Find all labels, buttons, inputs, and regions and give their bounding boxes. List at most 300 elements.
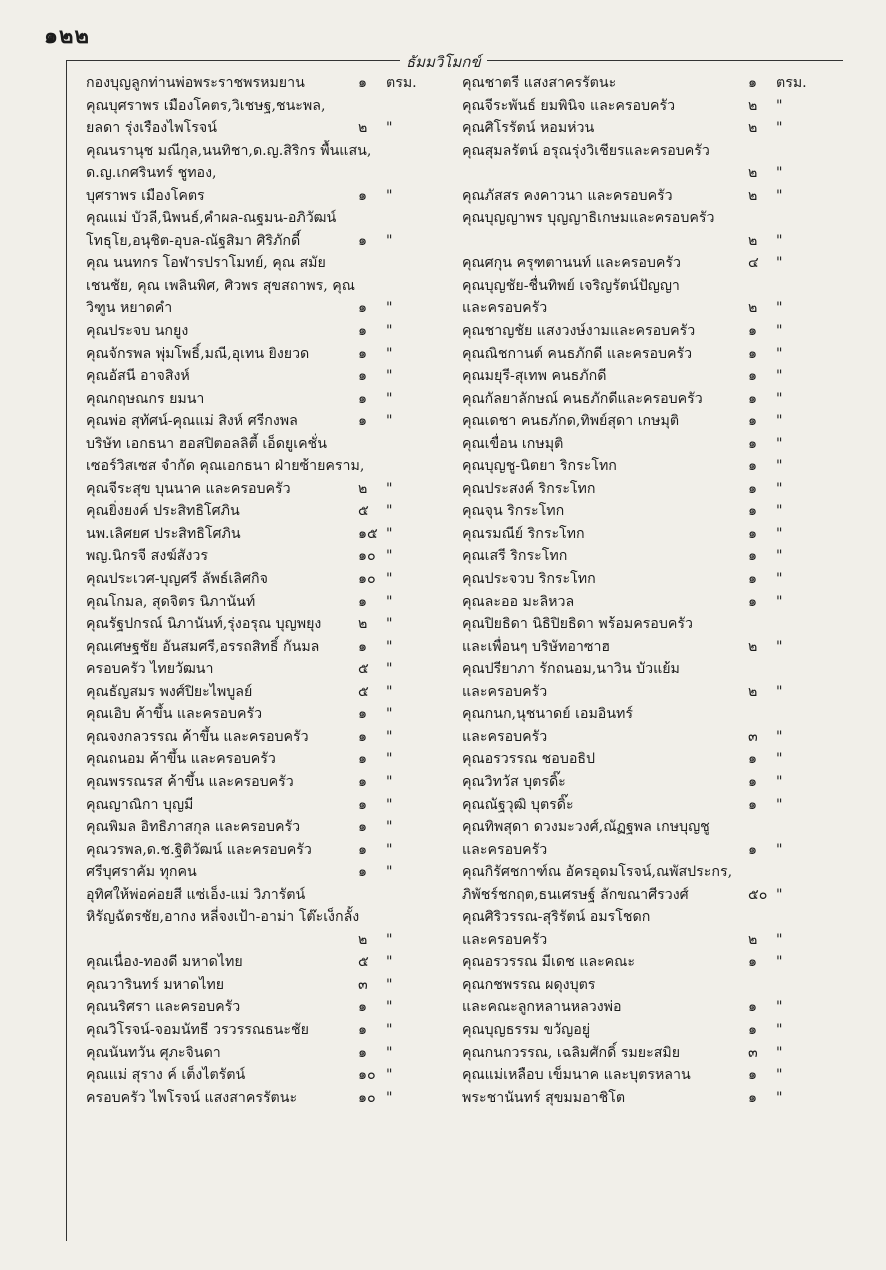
donation-unit: " [386, 1021, 393, 1038]
donation-unit: " [386, 728, 393, 745]
donation-unit: " [386, 616, 393, 633]
donation-unit: " [776, 97, 783, 114]
donor-name: คุณชาญชัย แสงวงษ์งามและครอบครัว [462, 323, 696, 340]
donor-row [462, 929, 832, 952]
donation-unit: " [776, 120, 783, 137]
donor-row [86, 207, 454, 230]
donor-name: กองบุญลูกท่านพ่อพระราชพรหมยาน [86, 75, 305, 91]
donor-name: คุณรมณีย์ ริกระโทก [462, 525, 585, 542]
donor-row [86, 1042, 454, 1065]
donor-row [462, 861, 832, 884]
donor-row [86, 884, 454, 907]
donation-amount: ๑ [358, 819, 368, 836]
donor-name: พระชานันทร์ สุขมมอาชิโต [462, 1089, 626, 1106]
donation-unit: " [386, 999, 393, 1016]
donor-name: คุณศกุน ครุฑตานนท์ และครอบครัว [462, 255, 681, 272]
donation-amount: ๑ [358, 232, 368, 249]
donation-unit: " [386, 661, 393, 678]
donor-name: และครอบครัว [462, 683, 548, 700]
donor-row [462, 320, 832, 343]
donor-row [86, 681, 454, 704]
donation-amount: ๕ [358, 683, 369, 700]
donation-amount: ๒ [358, 480, 368, 497]
donor-name: คุณประจบ นกยูง [86, 323, 189, 340]
donor-row [86, 72, 454, 95]
donor-row [462, 591, 832, 614]
donor-row [462, 996, 832, 1019]
donor-name: คุณจักรพล พุ่มโพธิ์,มณี,อุเทน ยิงยวด [86, 345, 310, 362]
donation-amount: ๓ [748, 728, 758, 745]
donation-unit: " [386, 323, 393, 340]
donation-amount: ๓ [748, 1044, 758, 1061]
donation-amount: ๑ [748, 1021, 758, 1038]
donor-row [462, 794, 832, 817]
donor-name: คุณชาตรี แสงสาครรัตนะ [462, 75, 617, 91]
donor-name: คุณละออ มะลิหวล [462, 593, 575, 610]
donor-name: และเพื่อนๆ บริษัทอาซาฮ [462, 638, 611, 655]
donor-name: พญ.นิกรจี สงฆ์สังวร [86, 548, 208, 565]
donor-name: และครอบครัว [462, 728, 548, 745]
donor-row [86, 545, 454, 568]
donation-amount: ๑ [358, 706, 368, 723]
donation-unit: " [386, 931, 393, 948]
donor-row [86, 1064, 454, 1087]
running-head: ธัมมวิโมกข์ [400, 50, 487, 74]
donor-name: ด.ญ.เกศรินทร์ ชูทอง, [86, 165, 217, 182]
donor-name: คุณอรวรรณ มีเดช และคณะ [462, 954, 635, 971]
donor-name: หิรัญฉัตรชัย,อากง หลี่จงเป้า-อาม่า โต๊ะเง็กลั้ง [86, 909, 360, 926]
donor-name: ศรีบุศราคัม ทุกคน [86, 864, 197, 881]
donor-name: คุณอรวรรณ ชอบอธิป [462, 751, 596, 768]
donation-amount: ๑ [358, 751, 368, 768]
donation-amount: ๑ [748, 773, 758, 790]
donation-unit: " [776, 187, 783, 204]
donor-name: คุณจุน ริกระโทก [462, 503, 565, 520]
donation-unit: " [776, 999, 783, 1016]
donor-name: และคณะลูกหลานหลวงพ่อ [462, 999, 622, 1016]
donor-name: คุณศิริวรรณ-สุริรัตน์ อมรโชดก [462, 909, 651, 926]
donation-unit: ตรม. [386, 75, 417, 91]
donor-row [462, 1064, 832, 1087]
donation-unit: " [386, 413, 393, 430]
donation-amount: ๑๐ [358, 1089, 376, 1106]
donor-name: คุณปรียาภา รักถนอม,นาวิน บัวแย้ม [462, 661, 680, 678]
donor-row [86, 1087, 454, 1110]
donor-row [462, 95, 832, 118]
donor-name: คุณประสงค์ ริกระโทก [462, 480, 596, 497]
donation-amount: ๑ [358, 413, 368, 430]
donor-name: นพ.เลิศยศ ประสิทธิโศภิน [86, 525, 241, 542]
donor-row [462, 117, 832, 140]
donor-name: คุณบุญธรรม ขวัญอยู่ [462, 1021, 591, 1038]
donor-row [86, 297, 454, 320]
donor-name: คุณเศษฐชัย อันสมศรี,อรรถสิทธิ์ กันมล [86, 638, 320, 655]
donor-name: คุณปิยธิดา นิธิปิยธิดา พร้อมครอบครัว [462, 616, 693, 633]
donation-unit: " [776, 458, 783, 475]
donor-name: คุณณิชกานต์ คนธภักดี และครอบครัว [462, 345, 693, 362]
donor-row [86, 658, 454, 681]
donation-unit: " [776, 751, 783, 768]
donation-unit: " [386, 819, 393, 836]
donor-row [462, 613, 832, 636]
donor-row [462, 884, 832, 907]
donor-row [462, 275, 832, 298]
donation-amount: ๑ [358, 728, 368, 745]
donor-name: คุณสุมลรัตน์ อรุณรุ่งวิเชียรและครอบครัว [462, 142, 710, 159]
donor-row [86, 388, 454, 411]
donor-name: และครอบครัว [462, 931, 548, 948]
donor-row [462, 1042, 832, 1065]
donor-name: คุณพรรณรส ค้าขึ้น และครอบครัว [86, 773, 294, 790]
donation-unit: " [386, 683, 393, 700]
donor-row [86, 703, 454, 726]
donation-unit: " [776, 931, 783, 948]
donation-unit: " [386, 368, 393, 385]
donation-amount: ๑ [748, 796, 758, 813]
donor-row [86, 433, 454, 456]
donor-row [462, 951, 832, 974]
donation-amount: ๑ [748, 1067, 758, 1084]
donor-row [86, 455, 454, 478]
donation-unit: " [386, 120, 393, 137]
donation-unit: " [776, 1089, 783, 1106]
donor-name: และครอบครัว [462, 841, 548, 858]
donation-unit: " [776, 683, 783, 700]
donor-row [86, 162, 454, 185]
donor-row [462, 906, 832, 929]
donor-name: ครอบครัว ไทยวัฒนา [86, 661, 214, 678]
donor-row [86, 748, 454, 771]
donor-name: คุณกัลยาลักษณ์ คนธภักดีและครอบครัว [462, 390, 703, 407]
donor-row [462, 343, 832, 366]
donor-row [462, 388, 832, 411]
donor-name: คุณประจวบ ริกระโทก [462, 571, 596, 588]
donor-name: คุณธัญสมร พงศ์ปิยะไพบูลย์ [86, 683, 253, 700]
donation-unit: " [776, 728, 783, 745]
donation-unit: " [776, 638, 783, 655]
donation-amount: ๑ [748, 413, 758, 430]
donation-unit: " [776, 954, 783, 971]
donor-row [462, 658, 832, 681]
donor-name: และครอบครัว [462, 300, 548, 317]
donation-amount: ๕๐ [748, 886, 768, 903]
donor-row [462, 365, 832, 388]
donation-amount: ๑ [748, 480, 758, 497]
donation-unit: " [386, 751, 393, 768]
donation-unit: " [386, 976, 393, 993]
donor-name: คุณมยุรี-สุเทพ คนธภักดี [462, 368, 607, 385]
donor-row [462, 455, 832, 478]
donation-unit: " [776, 841, 783, 858]
donor-row [86, 230, 454, 253]
donation-amount: ๕ [358, 954, 369, 971]
donor-name: คุณทิพสุดา ดวงมะวงศ์,ณัฏฐพล เกษบุญชู [462, 819, 710, 836]
donation-amount: ๕ [358, 503, 369, 520]
donor-name: วิฑูน หยาดคำ [86, 300, 173, 317]
donation-unit: " [386, 773, 393, 790]
donor-row [86, 613, 454, 636]
donor-row [462, 816, 832, 839]
donation-unit: " [776, 796, 783, 813]
page-number: ๑๒๒ [44, 23, 90, 49]
donor-name: คุณเสรี ริกระโทก [462, 548, 568, 565]
donor-name: บริษัท เอกธนา ฮอสปิตอลลิตี้ เอ็ดยูเคชั่น [86, 435, 327, 452]
donation-amount: ๑ [358, 390, 368, 407]
donor-row [462, 162, 832, 185]
donor-name: คุณพิมล อิทธิภาสกุล และครอบครัว [86, 819, 301, 836]
donor-row [86, 636, 454, 659]
donor-name: คุณบุญญาพร บุญญาธิเกษมและครอบครัว [462, 210, 715, 227]
donation-amount: ๔ [748, 255, 759, 272]
donor-name: คุณเขื่อน เกษมุติ [462, 435, 564, 452]
donor-row [86, 929, 454, 952]
donor-row [86, 726, 454, 749]
donor-name: คุณวิทวัส บุตรดิ๊ะ [462, 773, 566, 790]
donor-row [86, 410, 454, 433]
donor-name: คุณ นนทกร โอฬารปราโมทย์, คุณ สมัย [86, 255, 326, 272]
donor-row [462, 252, 832, 275]
donor-row [86, 771, 454, 794]
donation-amount: ๑ [748, 345, 758, 362]
donor-row [86, 365, 454, 388]
donor-row [86, 95, 454, 118]
donation-amount: ๑ [748, 390, 758, 407]
donation-amount: ๑ [358, 323, 368, 340]
donation-amount: ๑ [748, 999, 758, 1016]
donor-name: เซอร์วิสเซส จำกัด คุณเอกธนา ฝ่ายซ้ายคราม, [86, 458, 365, 475]
donation-unit: " [386, 300, 393, 317]
donation-unit: " [776, 300, 783, 317]
donation-amount: ๑ [748, 548, 758, 565]
donor-name: คุณนริศรา และครอบครัว [86, 999, 241, 1016]
donor-name: คุณกชพรรณ ผดุงบุตร [462, 976, 596, 993]
donor-row [462, 72, 832, 95]
donation-unit: " [776, 345, 783, 362]
donor-name: คุณแม่ บัวลี,นิพนธ์,คำผล-ณฐมน-อภิวัฒน์ [86, 210, 337, 227]
donation-amount: ๓ [358, 976, 368, 993]
donor-row [462, 1087, 832, 1110]
donor-row [462, 1019, 832, 1042]
donation-amount: ๑ [748, 954, 758, 971]
donor-name: คุณภัสสร คงคาวนา และครอบครัว [462, 187, 673, 204]
donation-unit: " [386, 525, 393, 542]
donation-unit: ตรม. [776, 75, 807, 91]
donation-unit: " [776, 323, 783, 340]
donation-unit: " [776, 232, 783, 249]
donor-name: โทธุโย,อนุชิต-อุบล-ณัฐสิมา ศิริภักดี์ [86, 232, 301, 249]
right-donor-column [462, 72, 832, 1109]
donation-unit: " [776, 1044, 783, 1061]
donation-amount: ๑ [358, 1044, 368, 1061]
donation-amount: ๑ [358, 864, 368, 881]
donation-unit: " [386, 187, 393, 204]
donation-unit: " [386, 638, 393, 655]
donation-amount: ๑ [358, 300, 368, 317]
donor-row [86, 500, 454, 523]
donor-name: ครอบครัว ไพโรจน์ แสงสาครรัตนะ [86, 1089, 298, 1106]
donor-name: คุณบุญชัย-ชื่นทิพย์ เจริญรัตน์ปัญญา [462, 277, 680, 294]
donation-amount: ๑ [748, 458, 758, 475]
donor-name: เชนชัย, คุณ เพลินพิศ, ศิวพร สุขสถาพร, คุณ [86, 277, 355, 294]
donation-amount: ๑ [748, 503, 758, 520]
donation-unit: " [386, 841, 393, 858]
donation-unit: " [386, 796, 393, 813]
donation-unit: " [776, 435, 783, 452]
donor-name: คุณวิโรจน์-จอมนัทธี วรวรรณธนะชัย [86, 1021, 309, 1038]
donor-name: คุณโกมล, สุดจิตร นิภานันท์ [86, 593, 256, 610]
donor-row [86, 117, 454, 140]
donation-amount: ๒ [748, 300, 758, 317]
donation-amount: ๑๐ [358, 548, 376, 565]
donor-row [86, 343, 454, 366]
donor-row [462, 726, 832, 749]
donor-name: คุณวรพล,ด.ช.ฐิติวัฒน์ และครอบครัว [86, 841, 312, 858]
donor-row [86, 951, 454, 974]
donor-row [462, 636, 832, 659]
donor-row [86, 974, 454, 997]
donation-amount: ๒ [748, 187, 758, 204]
donor-row [462, 230, 832, 253]
donation-amount: ๑ [748, 841, 758, 858]
donor-row [86, 185, 454, 208]
donation-unit: " [386, 593, 393, 610]
donation-unit: " [776, 1021, 783, 1038]
donation-unit: " [776, 886, 783, 903]
donation-amount: ๒ [748, 931, 758, 948]
donation-unit: " [776, 368, 783, 385]
donor-row [462, 478, 832, 501]
donor-name: คุณถนอม ค้าขึ้น และครอบครัว [86, 751, 276, 768]
donor-row [462, 974, 832, 997]
donation-unit: " [776, 525, 783, 542]
donor-row [86, 591, 454, 614]
donor-row [462, 771, 832, 794]
donation-amount: ๕ [358, 661, 369, 678]
donation-amount: ๑ [358, 796, 368, 813]
donor-row [86, 996, 454, 1019]
donation-amount: ๒ [748, 683, 758, 700]
donation-amount: ๑ [358, 593, 368, 610]
donation-amount: ๑๐ [358, 1067, 376, 1084]
donation-amount: ๑ [358, 187, 368, 204]
donor-row [86, 275, 454, 298]
donor-name: คุณแม่เหลือบ เข็มนาค และบุตรหลาน [462, 1067, 691, 1084]
donation-amount: ๑ [748, 435, 758, 452]
donation-amount: ๑ [748, 751, 758, 768]
donor-row [462, 748, 832, 771]
donation-amount: ๑ [358, 638, 368, 655]
donor-name: คุณเอิบ ค้าขึ้น และครอบครัว [86, 706, 263, 723]
donor-name: คุณบุญชู-นิตยา ริกระโทก [462, 458, 617, 475]
donation-amount: ๑ [358, 773, 368, 790]
donor-row [462, 207, 832, 230]
donor-row [462, 839, 832, 862]
donor-row [462, 185, 832, 208]
donor-name: คุณเดชา คนธภักด,ทิพย์สุดา เกษมุติ [462, 413, 680, 430]
donation-amount: ๒ [748, 638, 758, 655]
donor-name: คุณประเวศ-บุญศรี ลัพธ์เลิศกิจ [86, 571, 268, 588]
donor-name: คุณเนื่อง-ทองดี มหาดไทย [86, 954, 243, 971]
donor-row [86, 478, 454, 501]
donation-unit: " [776, 571, 783, 588]
donor-row [86, 140, 454, 163]
donation-amount: ๒ [358, 931, 368, 948]
donor-name: คุณนรานุช มณีกุล,นนทิชา,ด.ญ.สิริกร พื้นแสน, [86, 142, 372, 159]
donation-unit: " [386, 864, 393, 881]
donation-unit: " [386, 706, 393, 723]
donor-row [462, 681, 832, 704]
donor-name: คุณพ่อ สุทัศน์-คุณแม่ สิงห์ ศรีกงพล [86, 413, 298, 430]
donor-name: คุณกฤษณกร ยมนา [86, 390, 205, 407]
donor-row [86, 523, 454, 546]
donor-name: คุณกนก,นุชนาดย์ เอมอินทร์ [462, 706, 633, 723]
donor-name: คุณยิ่งยงค์ ประสิทธิโศภิน [86, 503, 240, 520]
donation-unit: " [776, 1067, 783, 1084]
donor-name: ภิพัชร์ชกฤต,ธนเศรษฐ์ ลักขณาศีรวงศ์ [462, 886, 689, 903]
donation-amount: ๑ [748, 75, 758, 91]
donation-amount: ๒ [748, 232, 758, 249]
donation-amount: ๑ [748, 368, 758, 385]
donor-name: คุณนันทวัน ศุภะจินดา [86, 1044, 221, 1061]
donation-amount: ๒ [358, 120, 368, 137]
donation-amount: ๑ [358, 999, 368, 1016]
donation-amount: ๑ [358, 368, 368, 385]
donor-row [462, 140, 832, 163]
donation-amount: ๑ [748, 525, 758, 542]
donation-unit: " [776, 593, 783, 610]
donor-name: คุณจีระสุข บุนนาค และครอบครัว [86, 480, 291, 497]
donor-row [86, 816, 454, 839]
donation-unit: " [776, 413, 783, 430]
donation-unit: " [776, 165, 783, 182]
donation-amount: ๑ [358, 75, 368, 91]
donor-name: ยลดา รุ่งเรืองไพโรจน์ [86, 120, 217, 137]
donation-unit: " [386, 571, 393, 588]
donation-amount: ๑ [358, 1021, 368, 1038]
donation-amount: ๑๕ [358, 525, 378, 542]
donor-name: คุณบุศราพร เมืองโคตร,วิเชษฐ,ชนะพล, [86, 97, 326, 114]
donation-unit: " [386, 1067, 393, 1084]
donation-amount: ๒ [748, 165, 758, 182]
donation-unit: " [386, 503, 393, 520]
donor-row [462, 523, 832, 546]
donation-unit: " [386, 390, 393, 407]
donor-row [86, 1019, 454, 1042]
donation-unit: " [776, 503, 783, 520]
donation-unit: " [386, 345, 393, 362]
donor-row [462, 433, 832, 456]
donor-row [462, 545, 832, 568]
donor-name: คุณศิโรรัตน์ หอมห่วน [462, 120, 595, 137]
donation-amount: ๑ [358, 841, 368, 858]
donor-name: คุณกิรัศชกาฑ์ณ อัครอุดมโรจน์,ณพัสประกร, [462, 864, 733, 881]
donation-amount: ๑ [358, 345, 368, 362]
donation-amount: ๑๐ [358, 571, 376, 588]
donation-unit: " [386, 232, 393, 249]
donor-row [462, 703, 832, 726]
donation-unit: " [776, 773, 783, 790]
donor-name: คุณญาณิกา บุญมี [86, 796, 194, 813]
donor-name: คุณจงกลวรรณ ค้าขึ้น และครอบครัว [86, 728, 309, 745]
donation-amount: ๒ [358, 616, 368, 633]
donor-row [86, 906, 454, 929]
donor-name: คุณแม่ สุราง ค์ เต็งไตรัตน์ [86, 1067, 246, 1084]
donation-unit: " [776, 480, 783, 497]
donor-row [86, 839, 454, 862]
donor-row [462, 500, 832, 523]
donation-amount: ๒ [748, 97, 758, 114]
donation-amount: ๑ [748, 571, 758, 588]
